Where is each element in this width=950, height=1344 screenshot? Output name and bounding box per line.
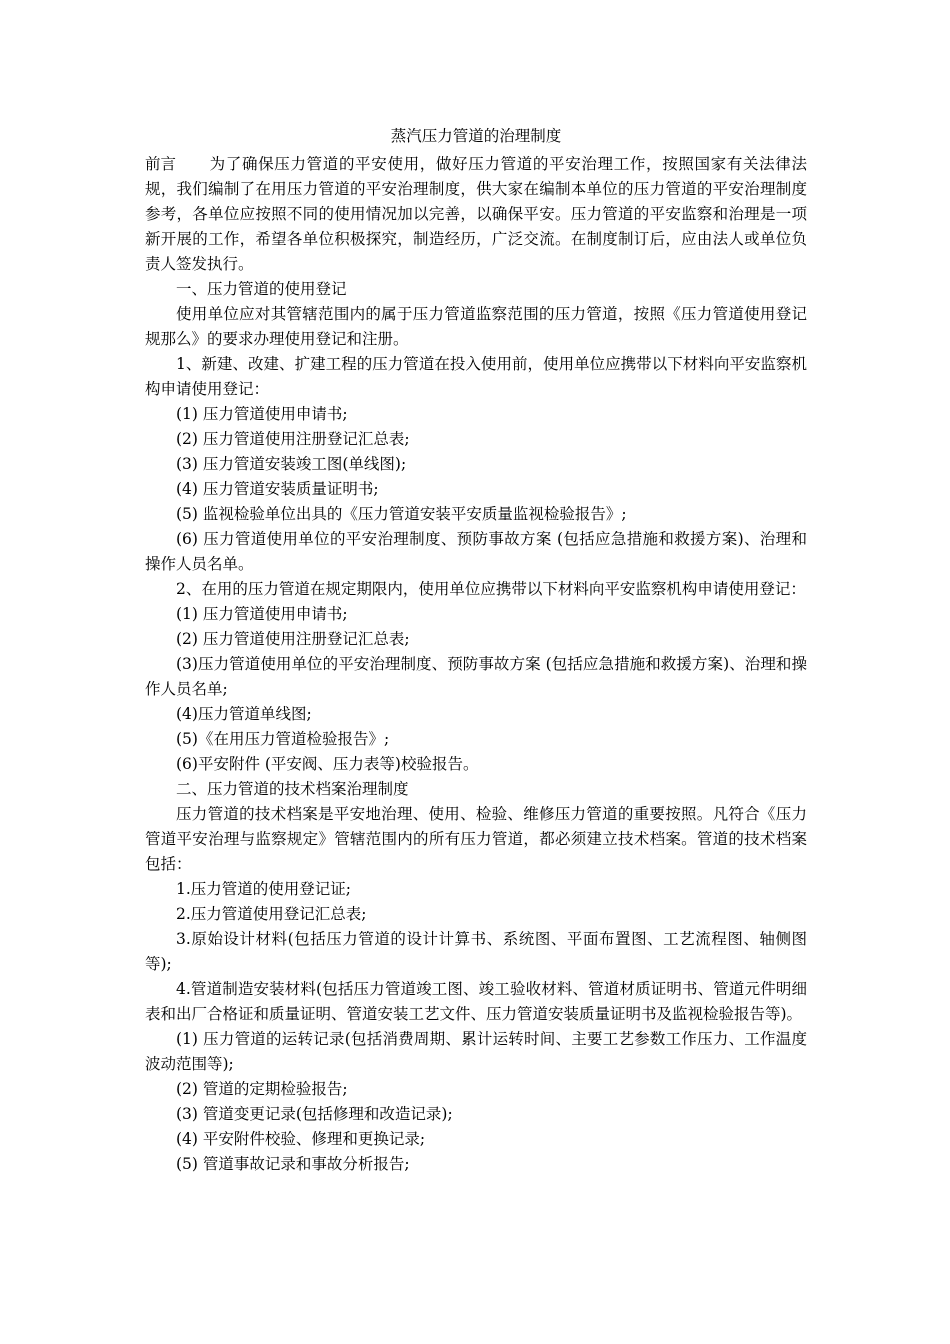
document-title: 蒸汽压力管道的治理制度: [390, 127, 562, 145]
list-item: (4) 平安附件校验、修理和更换记录;: [176, 1130, 426, 1148]
paragraph: 1、新建、改建、扩建工程的压力管道在投入使用前，使用单位应携带以下材料向平安监察机构申请使用登记：: [145, 355, 807, 398]
document-body: [145, 120, 807, 1177]
list-item: (3) 压力管道安装竣工图(单线图);: [176, 455, 407, 473]
list-item: (1) 压力管道使用申请书;: [176, 605, 348, 623]
list-item: 4.管道制造安装材料(包括压力管道竣工图、竣工验收材料、管道材质证明书、管道元件明细表和出厂合格证和质量证明、管道安装工艺文件、压力管道安装质量证明书及监视检验报告等)。: [145, 980, 807, 1023]
list-item: (2) 压力管道使用注册登记汇总表;: [176, 430, 410, 448]
list-item: 1.压力管道的使用登记证;: [176, 880, 352, 898]
section-heading: 二、压力管道的技术档案治理制度: [176, 780, 409, 798]
list-item: (3) 管道变更记录(包括修理和改造记录);: [176, 1105, 453, 1123]
paragraph: 2、在用的压力管道在规定期限内，使用单位应携带以下材料向平安监察机构申请使用登记：: [176, 580, 806, 598]
preface-text: 为了确保压力管道的平安使用，做好压力管道的平安治理工作，按照国家有关法律法规，我们编制了在用压力管道的平安治理制度，供大家在编制本单位的压力管道的平安治理制度参考，各单位应按照不同的使用情况加以完善，以确保平安。压力管道的平安监察和治理是一项新开展的工作，希望各单位积极探究，制造经历，广泛交流。在制度制订后，应由法人或单位负责人签发执行。: [145, 155, 807, 273]
list-item: (5) 管道事故记录和事故分析报告;: [176, 1155, 410, 1173]
paragraph: 压力管道的技术档案是平安地治理、使用、检验、维修压力管道的重要按照。凡符合《压力管道平安治理与监察规定》管辖范围内的所有压力管道，都必须建立技术档案。管道的技术档案包括：: [145, 805, 807, 873]
list-item: (6) 压力管道使用单位的平安治理制度、预防事故方案 (包括应急措施和救援方案)、治理和操作人员名单。: [145, 530, 807, 573]
list-item: (1) 压力管道使用申请书;: [176, 405, 348, 423]
paragraph: 使用单位应对其管辖范围内的属于压力管道监察范围的压力管道，按照《压力管道使用登记规那么》的要求办理使用登记和注册。: [145, 305, 807, 348]
paragraph: 一、压力管道的使用登记: [176, 280, 347, 298]
list-item: (5)《在用压力管道检验报告》;: [176, 730, 390, 748]
list-item: (3)压力管道使用单位的平安治理制度、预防事故方案 (包括应急措施和救援方案)、治理和操作人员名单;: [145, 655, 807, 698]
list-item: (5) 监视检验单位出具的《压力管道安装平安质量监视检验报告》;: [176, 505, 627, 523]
list-item: (6)平安附件 (平安阀、压力表等)校验报告。: [176, 755, 479, 773]
list-item: (2) 压力管道使用注册登记汇总表;: [176, 630, 410, 648]
list-item: 3.原始设计材料(包括压力管道的设计计算书、系统图、平面布置图、工艺流程图、轴侧图等);: [145, 930, 807, 973]
list-item: 2.压力管道使用登记汇总表;: [176, 905, 367, 923]
preface-paragraph: [145, 152, 807, 277]
list-item: (4) 压力管道安装质量证明书;: [176, 480, 379, 498]
list-item: (4)压力管道单线图;: [176, 705, 312, 723]
list-item: (1) 压力管道的运转记录(包括消费周期、累计运转时间、主要工艺参数工作压力、工作温度波动范围等);: [145, 1030, 807, 1073]
preface-label: 前言: [145, 155, 177, 173]
list-item: (2) 管道的定期检验报告;: [176, 1080, 348, 1098]
